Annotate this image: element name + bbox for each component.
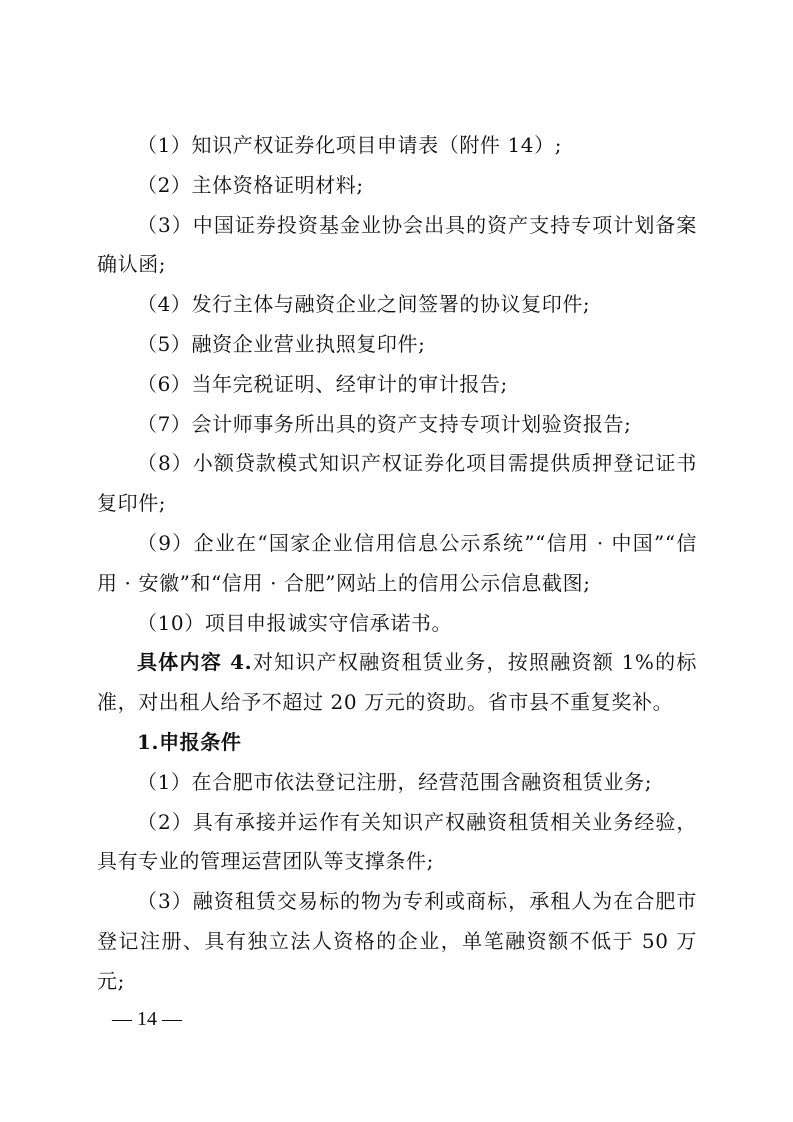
content-4-label: 具体内容 4. [137,650,253,675]
list-item-qualification: （2）主体资格证明材料; [137,172,364,197]
document-body [97,126,697,1002]
content-4-paragraph [97,643,697,723]
page-number: — 14 — [112,1008,182,1030]
section-heading: 1.申报条件 [137,729,242,754]
list-item-business-license: （5）融资企业营业执照复印件; [137,331,426,356]
list-item-pledge-certificate: （8）小额贷款模式知识产权证券化项目需提供质押登记证书复印件; [97,451,697,516]
list-item-application-form: （1）知识产权证券化项目申请表（附件 14）; [137,133,563,157]
condition-item-leasing-target: （3）融资租赁交易标的物为专利或商标，承租人为在合肥市登记注册、具有独立法人资格的企业，单笔融资额不低于 50 万元; [97,889,697,993]
list-item-credit-screenshot: （9）企业在“国家企业信用信息公示系统”“信用 · 中国”“信用 · 安徽”和“信用 · 合肥”网站上的信用公示信息截图; [97,530,697,595]
list-item-agreement-copy: （4）发行主体与融资企业之间签署的协议复印件; [137,292,591,317]
list-item-capital-report: （7）会计师事务所出具的资产支持专项计划验资报告; [137,411,632,436]
condition-item-registration: （1）在合肥市依法登记注册，经营范围含融资租赁业务; [137,769,653,794]
content-4-text: 对知识产权融资租赁业务，按照融资额 1%的标准，对出租人给予不超过 20 万元的资助。省市县不重复奖补。 [97,650,697,715]
list-item-filing-letter: （3）中国证券投资基金业协会出具的资产支持专项计划备案确认函; [97,212,697,277]
list-item-integrity-pledge: （10）项目申报诚实守信承诺书。 [137,610,453,635]
condition-item-experience: （2）具有承接并运作有关知识产权融资租赁相关业务经验，具有专业的管理运营团队等支撑条件; [97,809,697,874]
list-item-tax-audit: （6）当年完税证明、经审计的审计报告; [137,371,508,396]
